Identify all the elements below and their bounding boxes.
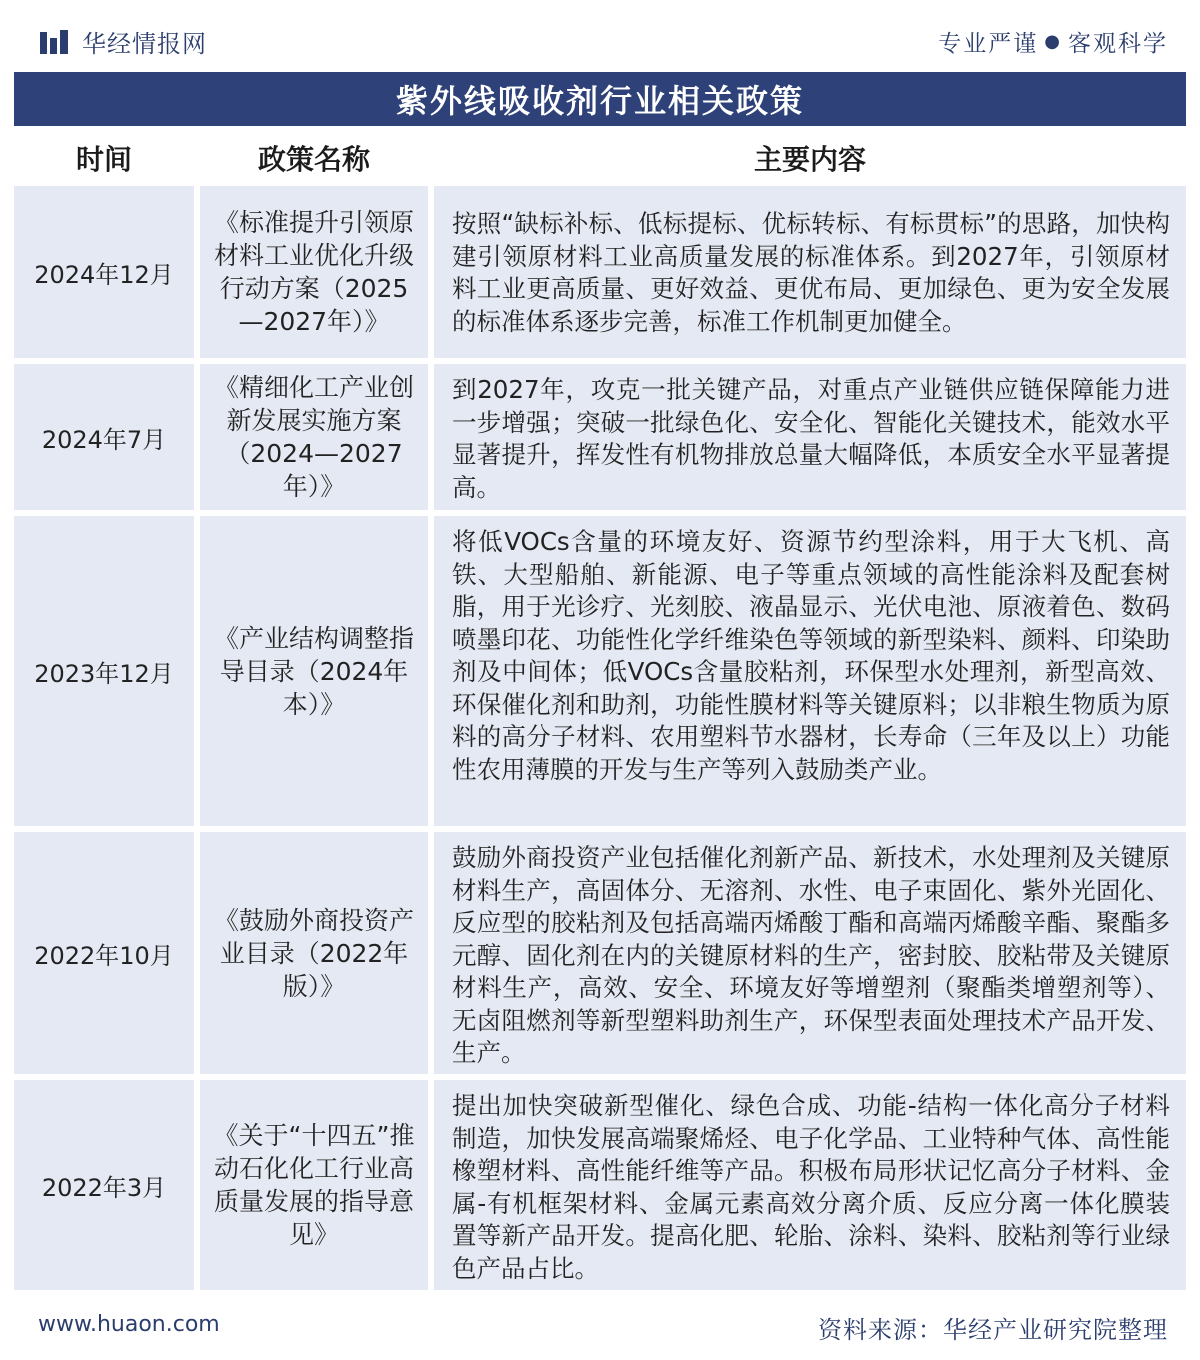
slogan-right: 客观科学 bbox=[1068, 30, 1168, 57]
column-header-content: 主要内容 bbox=[753, 143, 866, 176]
row-content: 将低VOCs含量的环境友好、资源节约型涂料，用于大飞机、高铁、大型船舶、新能源、电子等重点领域的高性能涂料及配套树脂，用于光诊疗、光刻胶、液晶显示、光伏电池、原液着色、数码喷墨印花、功能性化学纤维染色等领域的新型染料、颜料、印染助剂及中间体；低VOCs含量胶粘剂，环保型水处理剂，新型高效、环保催化剂和助剂，功能性膜材料等关键原料；以非粮生物质为原料的高分子材料、农用塑料节水器材，长寿命（三年及以上）功能性农用薄膜的开发与生产等列入鼓励类产业。 bbox=[434, 516, 1186, 826]
row-policy-name: 《鼓励外商投资产业目录（2022年版）》 bbox=[200, 832, 428, 1074]
bar-logo-icon bbox=[38, 26, 70, 56]
brand bbox=[38, 24, 207, 58]
row-policy-name: 《精细化工产业创新发展实施方案（2024—2027年）》 bbox=[200, 364, 428, 510]
slogan-left: 专业严谨 bbox=[938, 30, 1039, 57]
row-policy-name: 《产业结构调整指导目录（2024年本）》 bbox=[200, 516, 428, 826]
row-content: 提出加快突破新型催化、绿色合成、功能-结构一体化高分子材料制造，加快发展高端聚烯烃、电子化学品、工业特种气体、高性能橡塑材料、高性能纤维等产品。积极布局形状记忆高分子材料、金属-有机框架材料、金属元素高效分离介质、反应分离一体化膜装置等新产品开发。提高化肥、轮胎、涂料、染料、胶粘剂等行业绿色产品占比。 bbox=[434, 1080, 1186, 1290]
source-note: 资料来源：华经产业研究院整理 bbox=[818, 1316, 1168, 1344]
row-content: 按照“缺标补标、低标提标、优标转标、有标贯标”的思路，加快构建引领原材料工业高质量发展的标准体系。到2027年，引领原材料工业更高质量、更好效益、更优布局、更加绿色、更为安全发展的标准体系逐步完善，标准工作机制更加健全。 bbox=[434, 186, 1186, 358]
row-time: 2024年12月 bbox=[14, 186, 194, 358]
row-time: 2023年12月 bbox=[14, 516, 194, 826]
row-policy-name: 《标准提升引领原材料工业优化升级行动方案（2025—2027年）》 bbox=[200, 186, 428, 358]
website-link[interactable]: www.huaon.com bbox=[38, 1312, 220, 1337]
table-row bbox=[14, 516, 1186, 826]
table-row bbox=[14, 1080, 1186, 1290]
row-time: 2022年10月 bbox=[14, 832, 194, 1074]
brand-name: 华经情报网 bbox=[82, 29, 207, 58]
row-content: 鼓励外商投资产业包括催化剂新产品、新技术，水处理剂及关键原材料生产，高固体分、无溶剂、水性、电子束固化、紫外光固化、反应型的胶粘剂及包括高端丙烯酸丁酯和高端丙烯酸辛酯、聚酯多元醇、固化剂在内的关键原材料的生产，密封胶、胶粘带及关键原材料生产，高效、安全、环境友好等增塑剂（聚酯类增塑剂等）、无卤阻燃剂等新型塑料助剂生产，环保型表面处理技术产品开发、生产。 bbox=[434, 832, 1186, 1074]
slogan bbox=[938, 24, 1168, 58]
table-header bbox=[14, 130, 1186, 186]
top-bar bbox=[0, 0, 1200, 72]
footer bbox=[0, 1300, 1200, 1350]
row-time: 2022年3月 bbox=[14, 1080, 194, 1290]
row-content: 到2027年，攻克一批关键产品，对重点产业链供应链保障能力进一步增强；突破一批绿色化、安全化、智能化关键技术，能效水平显著提升，挥发性有机物排放总量大幅降低，本质安全水平显著提高。 bbox=[434, 364, 1186, 510]
slogan-dot: ● bbox=[1044, 30, 1062, 52]
column-header-time: 时间 bbox=[75, 143, 132, 176]
table-row bbox=[14, 832, 1186, 1074]
row-policy-name: 《关于“十四五”推动石化化工行业高质量发展的指导意见》 bbox=[200, 1080, 428, 1290]
table-row bbox=[14, 186, 1186, 358]
page-title: 紫外线吸收剂行业相关政策 bbox=[14, 72, 1186, 126]
table-row bbox=[14, 364, 1186, 510]
row-time: 2024年7月 bbox=[14, 364, 194, 510]
column-header-policy-name: 政策名称 bbox=[257, 143, 370, 176]
policy-table bbox=[14, 130, 1186, 1290]
